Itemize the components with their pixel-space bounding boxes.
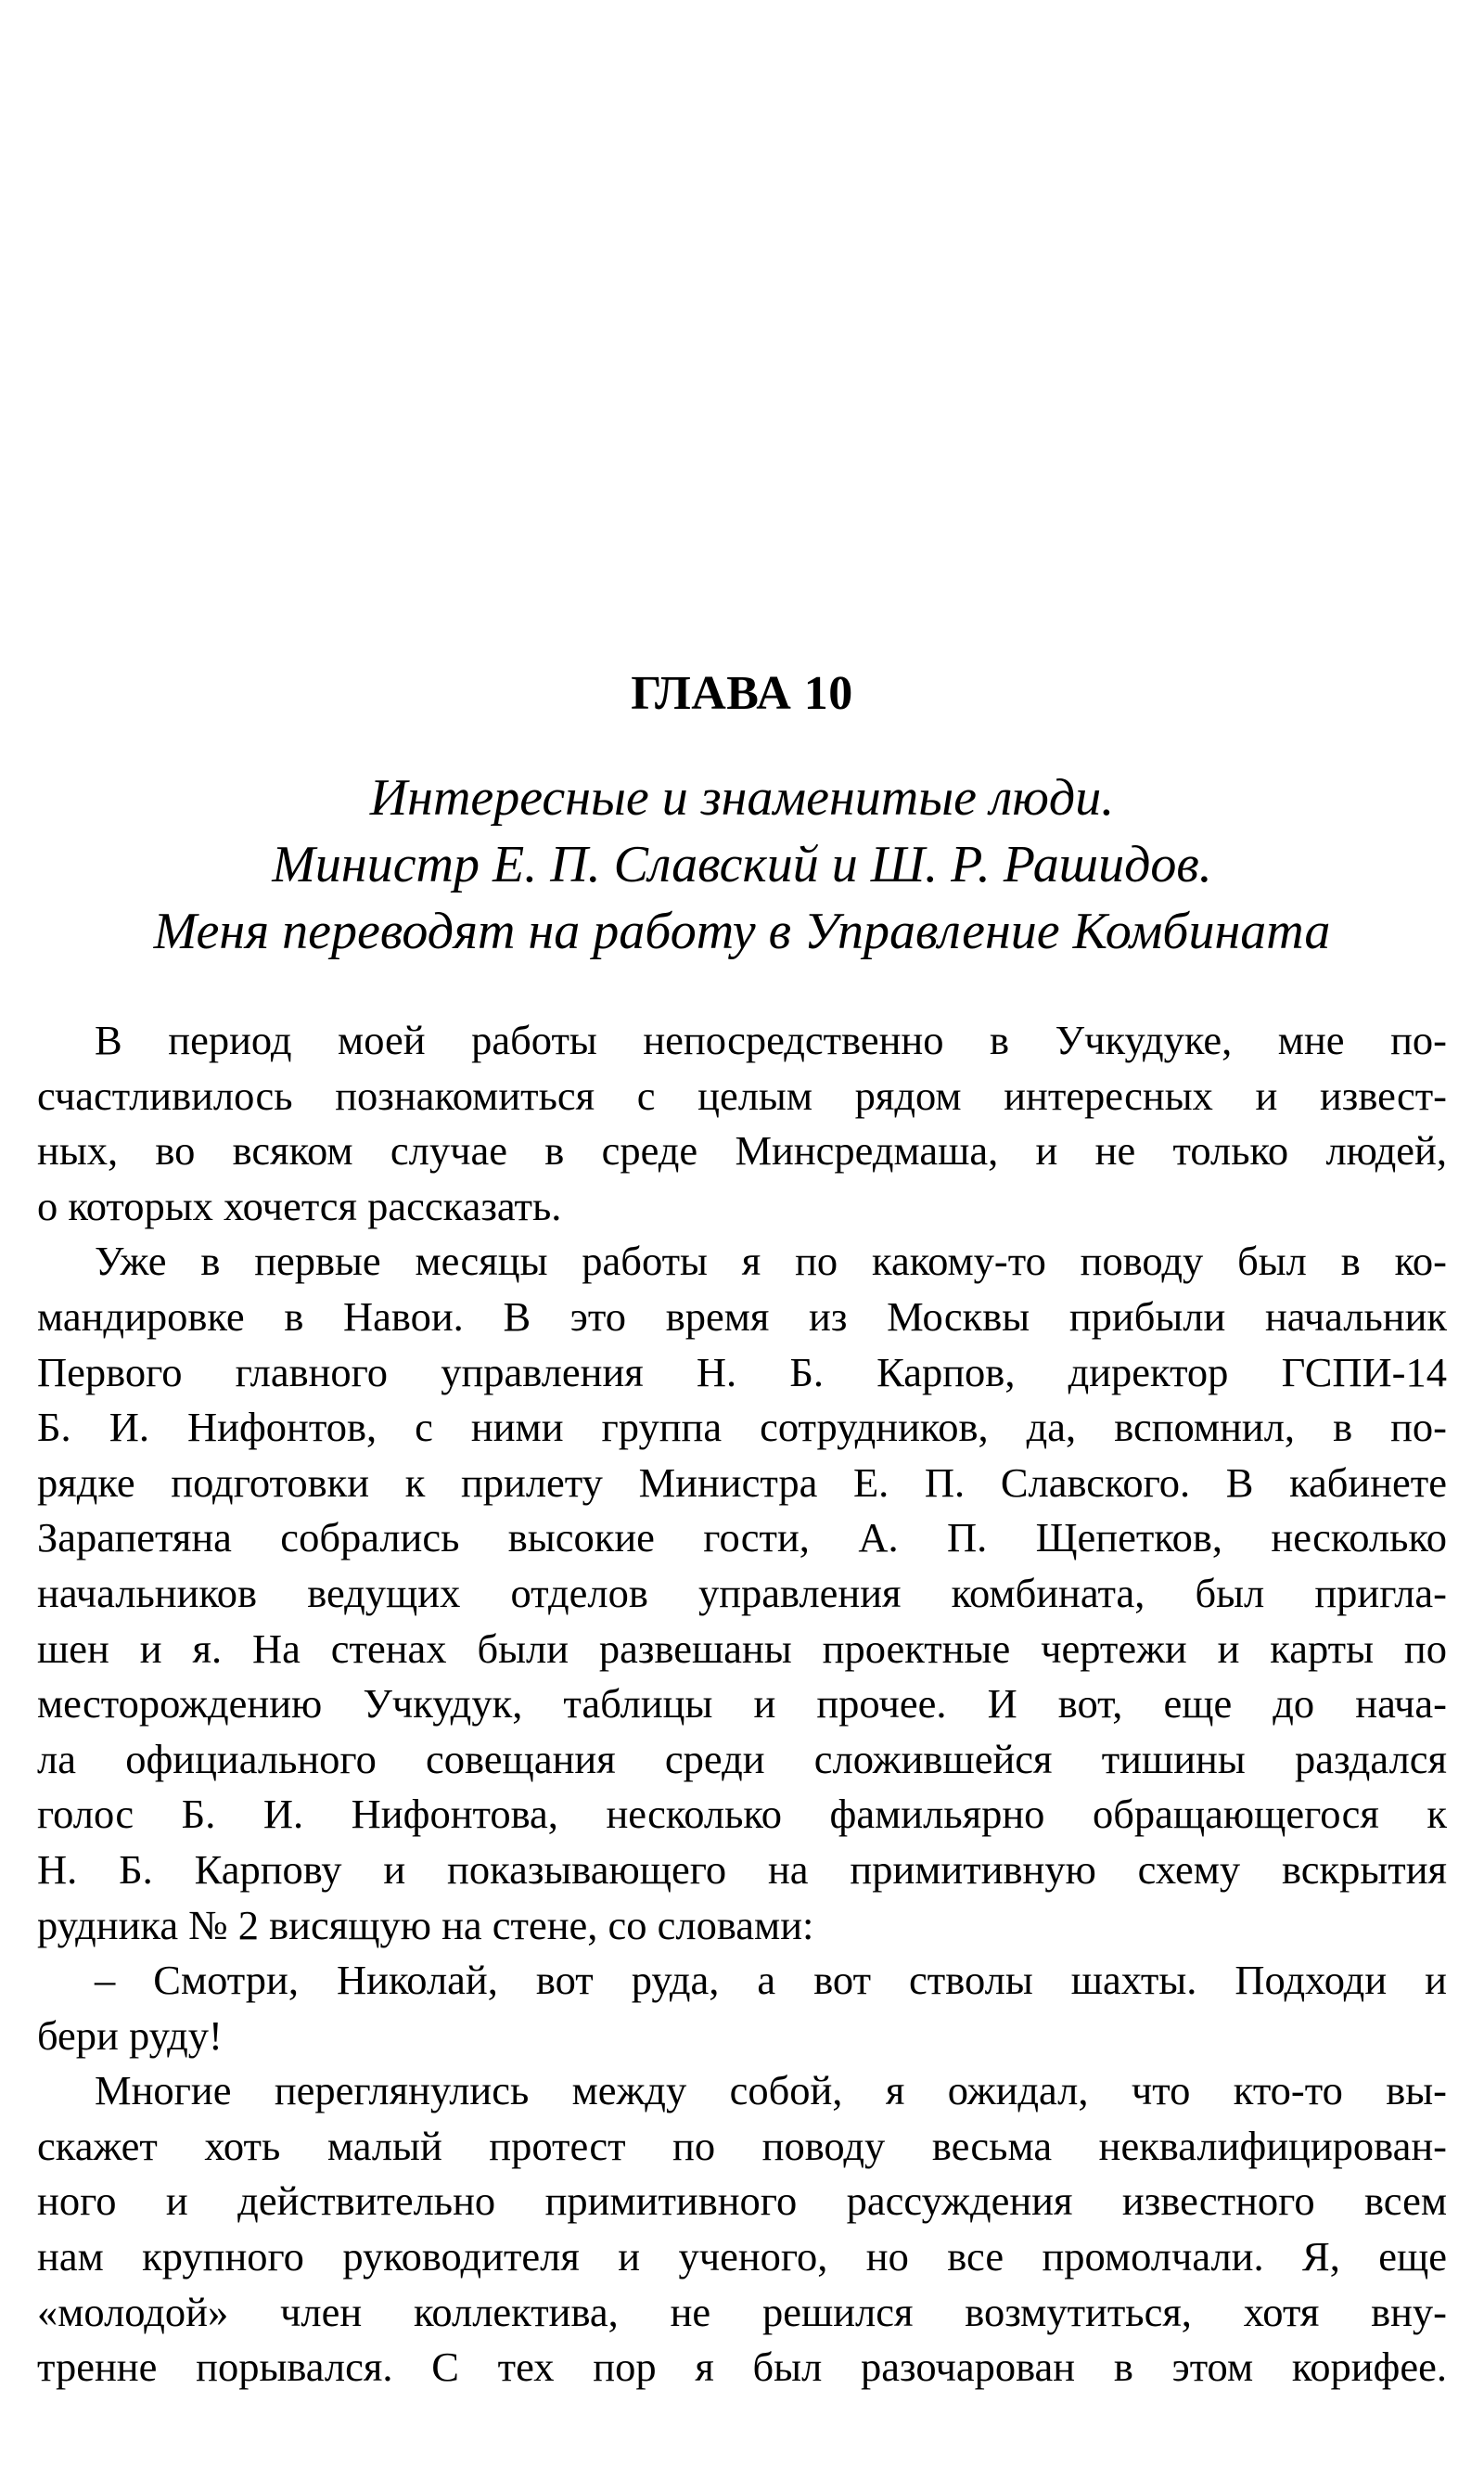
subtitle-line: Меня переводят на работу в Управление Комбината [153, 903, 1331, 960]
text-line: Н. Б. Карпову и показывающего на примитивную схему вскрытия [37, 1845, 1447, 1893]
paragraph [37, 2063, 1447, 2395]
text-line: счастливилось познакомиться с целым рядом интересных и извест- [37, 1072, 1447, 1119]
text-line: рудника № 2 висящую на стене, со словами: [37, 1901, 814, 1948]
text-line: ных, во всяком случае в среде Минсредмаша, и не только людей, [37, 1127, 1447, 1175]
paragraph [37, 1013, 1447, 1234]
text-line: Первого главного управления Н. Б. Карпов, директор ГСПИ-14 [37, 1348, 1447, 1395]
text-line: мандировке в Навои. В это время из Москвы прибыли начальник [37, 1292, 1447, 1340]
chapter-title: ГЛАВА 10 [631, 667, 853, 720]
subtitle-line: Интересные и знаменитые люди. [369, 769, 1115, 827]
paragraph [37, 1953, 1447, 2063]
body-text [37, 1013, 1447, 2395]
text-line: голос Б. И. Нифонтова, несколько фамильярно обращающегося к [37, 1791, 1447, 1838]
text-line: шен и я. На стенах были развешаны проектные чертежи и карты по [37, 1625, 1447, 1672]
text-line: – Смотри, Николай, вот руда, а вот стволы шахты. Подходи и [95, 1957, 1447, 2004]
chapter-subtitle [56, 764, 1428, 965]
text-line: начальников ведущих отделов управления комбината, был пригла- [37, 1569, 1447, 1616]
subtitle-line: Министр Е. П. Славский и Ш. Р. Рашидов. [272, 836, 1212, 893]
text-line: нам крупного руководителя и ученого, но все промолчали. Я, еще [37, 2233, 1447, 2280]
text-line: Уже в первые месяцы работы я по какому-то поводу был в ко- [95, 1238, 1447, 1285]
text-line: бери руду! [37, 2011, 223, 2059]
text-line: ла официального совещания среди сложившейся тишины раздался [37, 1735, 1447, 1782]
text-line: тренне порывался. С тех пор я был разочарован в этом корифее. [37, 2344, 1447, 2391]
text-line: о которых хочется рассказать. [37, 1182, 562, 1229]
text-line: В период моей работы непосредственно в Учкудуке, мне по- [95, 1017, 1447, 1063]
text-line: скажет хоть малый протест по поводу весьма неквалифицирован- [37, 2122, 1447, 2169]
text-line: Б. И. Нифонтов, с ними группа сотрудников, да, вспомнил, в по- [37, 1404, 1447, 1451]
text-line: ного и действительно примитивного рассуждения известного всем [37, 2177, 1447, 2225]
text-line: «молодой» член коллектива, не решился возмутиться, хотя вну- [37, 2288, 1447, 2335]
text-line: месторождению Учкудук, таблицы и прочее. И вот, еще до нача- [37, 1680, 1447, 1727]
text-line: Зарапетяна собрались высокие гости, А. П. Щепетков, несколько [37, 1514, 1447, 1561]
text-line: Многие переглянулись между собой, я ожидал, что кто-то вы- [95, 2067, 1447, 2114]
text-line: рядке подготовки к прилету Министра Е. П. Славского. В кабинете [37, 1458, 1447, 1506]
paragraph [37, 1234, 1447, 1953]
